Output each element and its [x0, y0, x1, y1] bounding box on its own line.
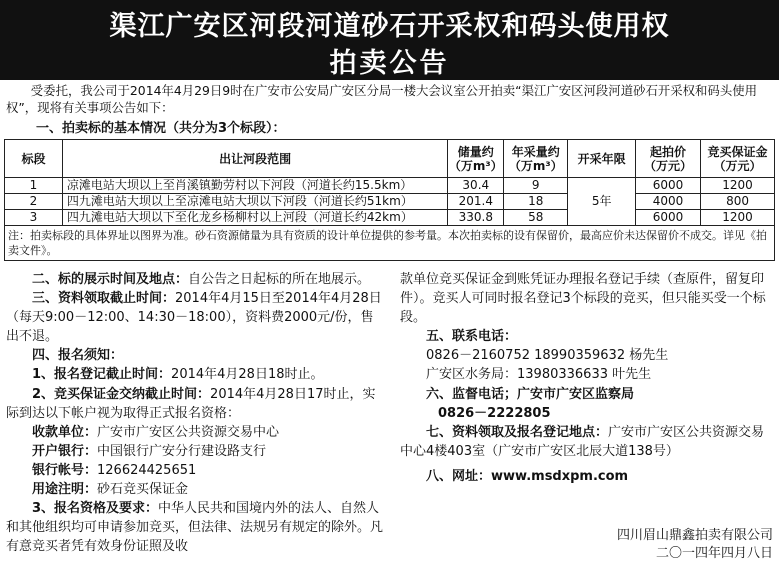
- section-8: 八、网址：www.msdxpm.com: [426, 468, 629, 484]
- section-2: 二、标的展示时间及地点：自公告之日起标的所在地展示。: [32, 272, 371, 287]
- cell-range: 四九滩电站大坝以下至化龙乡杨柳村以上河段（河道长约42km）: [62, 210, 447, 226]
- section-4-1: 1、报名登记截止时间：2014年4月28日18时止。: [32, 367, 324, 383]
- signature-block: [617, 527, 773, 563]
- cell-deposit: 1200: [701, 178, 775, 194]
- table-row: [5, 210, 775, 226]
- header-start-price: 起拍价 （万元）: [636, 140, 701, 178]
- cell-range: 凉滩电站大坝以上至肖溪镇勤劳村以下河段（河道长约15.5km）: [62, 178, 447, 194]
- cell-reserve: 201.4: [448, 194, 504, 210]
- phone-line-2: 广安区水务局：13980336633 叶先生: [426, 367, 652, 383]
- table-note: 注：拍卖标段的具体界址以图界为准。砂石资源储量为具有资质的设计单位提供的参考量。本次拍卖标的设有保留价，最高应价未达保留价不成交。详见《拍卖文件》。: [5, 226, 775, 261]
- table-header-row: [5, 140, 775, 178]
- section-4-heading: 四、报名须知：: [32, 348, 124, 364]
- right-column: [400, 270, 776, 486]
- table-row: [5, 178, 775, 194]
- cell-deposit: 800: [701, 194, 775, 210]
- cell-reserve: 330.8: [448, 210, 504, 226]
- left-column: [6, 270, 384, 556]
- cell-start-price: 6000: [636, 178, 701, 194]
- table-note-row: [5, 226, 775, 261]
- cell-start-price: 4000: [636, 194, 701, 210]
- cell-years: 5年: [568, 178, 636, 226]
- cell-annual: 58: [504, 210, 568, 226]
- cell-lot: 3: [5, 210, 63, 226]
- phone-line-1: 0826－2160752 18990359632 杨先生: [426, 348, 669, 364]
- table-row: [5, 194, 775, 210]
- header-lot: 标段: [5, 140, 63, 178]
- section-4-2: 2、竞买保证金交纳截止时间：2014年4月28日17时止，实际到达以下帐户视为取得正式报名资格：: [6, 386, 376, 421]
- header-reserve: 储量约 （万m³）: [448, 140, 504, 178]
- section-3: 三、资料领取截止时间：2014年4月15日至2014年4月28日（每天9:00－12:00、14:30－18:00），资料费2000元/份，售出不退。: [6, 291, 382, 345]
- header-range: 出让河段范围: [62, 140, 447, 178]
- cell-deposit: 1200: [701, 210, 775, 226]
- cell-annual: 9: [504, 178, 568, 194]
- cell-lot: 1: [5, 178, 63, 194]
- cell-annual: 18: [504, 194, 568, 210]
- section-6-heading: 六、监督电话；广安市广安区监察局: [426, 386, 635, 402]
- supervision-phone: 0826－2222805: [438, 405, 551, 421]
- bank-line: 开户银行：中国银行广安分行建设路支行: [32, 443, 267, 459]
- section-4-3: 3、报名资格及要求：中华人民共和国境内外的法人、自然人和其他组织均可申请参加竞买，但法律、法规另有规定的除外。凡有意竞买者凭有效身份证照及收: [6, 501, 384, 555]
- section-7: 七、资料领取及报名登记地点：广安市广安区公共资源交易中心4楼403室（广安市广安区北辰大道138号）: [400, 424, 765, 459]
- lots-table: [4, 139, 775, 261]
- intro-paragraph: 受委托，我公司于2014年4月29日9时在广安市公安局广安区分局一楼大会议室公开拍卖“渠江广安区河段河道砂石开采权和码头使用权”，现将有关事项公告如下：: [6, 83, 757, 115]
- notice-date: 二〇一四年四月八日: [655, 546, 773, 561]
- title-line-2: 拍卖公告: [329, 48, 450, 79]
- cell-lot: 2: [5, 194, 63, 210]
- header-years: 开采年限: [568, 140, 636, 178]
- cell-range: 四九滩电站大坝以上至凉滩电站大坝以下河段（河道长约51km）: [62, 194, 447, 210]
- title-line-1: 渠江广安区河段河道砂石开采权和码头使用权: [109, 11, 670, 42]
- title-banner: [0, 0, 779, 80]
- purpose-line: 用途注明：砂石竞买保证金: [32, 482, 189, 498]
- company-name: 四川眉山鼎鑫拍卖有限公司: [616, 528, 773, 543]
- section-4-3-continued: 款单位竞买保证金到账凭证办理报名登记手续（查原件，留复印件）。竞买人可同时报名登记3个标段的竞买，但只能买受一个标段。: [400, 272, 766, 326]
- section-1-heading: 一、拍卖标的基本情况（共分为3个标段）：: [36, 121, 286, 136]
- website-link: www.msdxpm.com: [491, 468, 629, 484]
- section-5-heading: 五、联系电话：: [426, 329, 518, 345]
- cell-reserve: 30.4: [448, 178, 504, 194]
- header-annual: 年采量约 （万m³）: [504, 140, 568, 178]
- header-deposit: 竞买保证金 （万元）: [701, 140, 775, 178]
- cell-start-price: 6000: [636, 210, 701, 226]
- payee-line: 收款单位：广安市广安区公共资源交易中心: [32, 424, 280, 440]
- account-line: 银行帐号：126624425651: [32, 462, 197, 478]
